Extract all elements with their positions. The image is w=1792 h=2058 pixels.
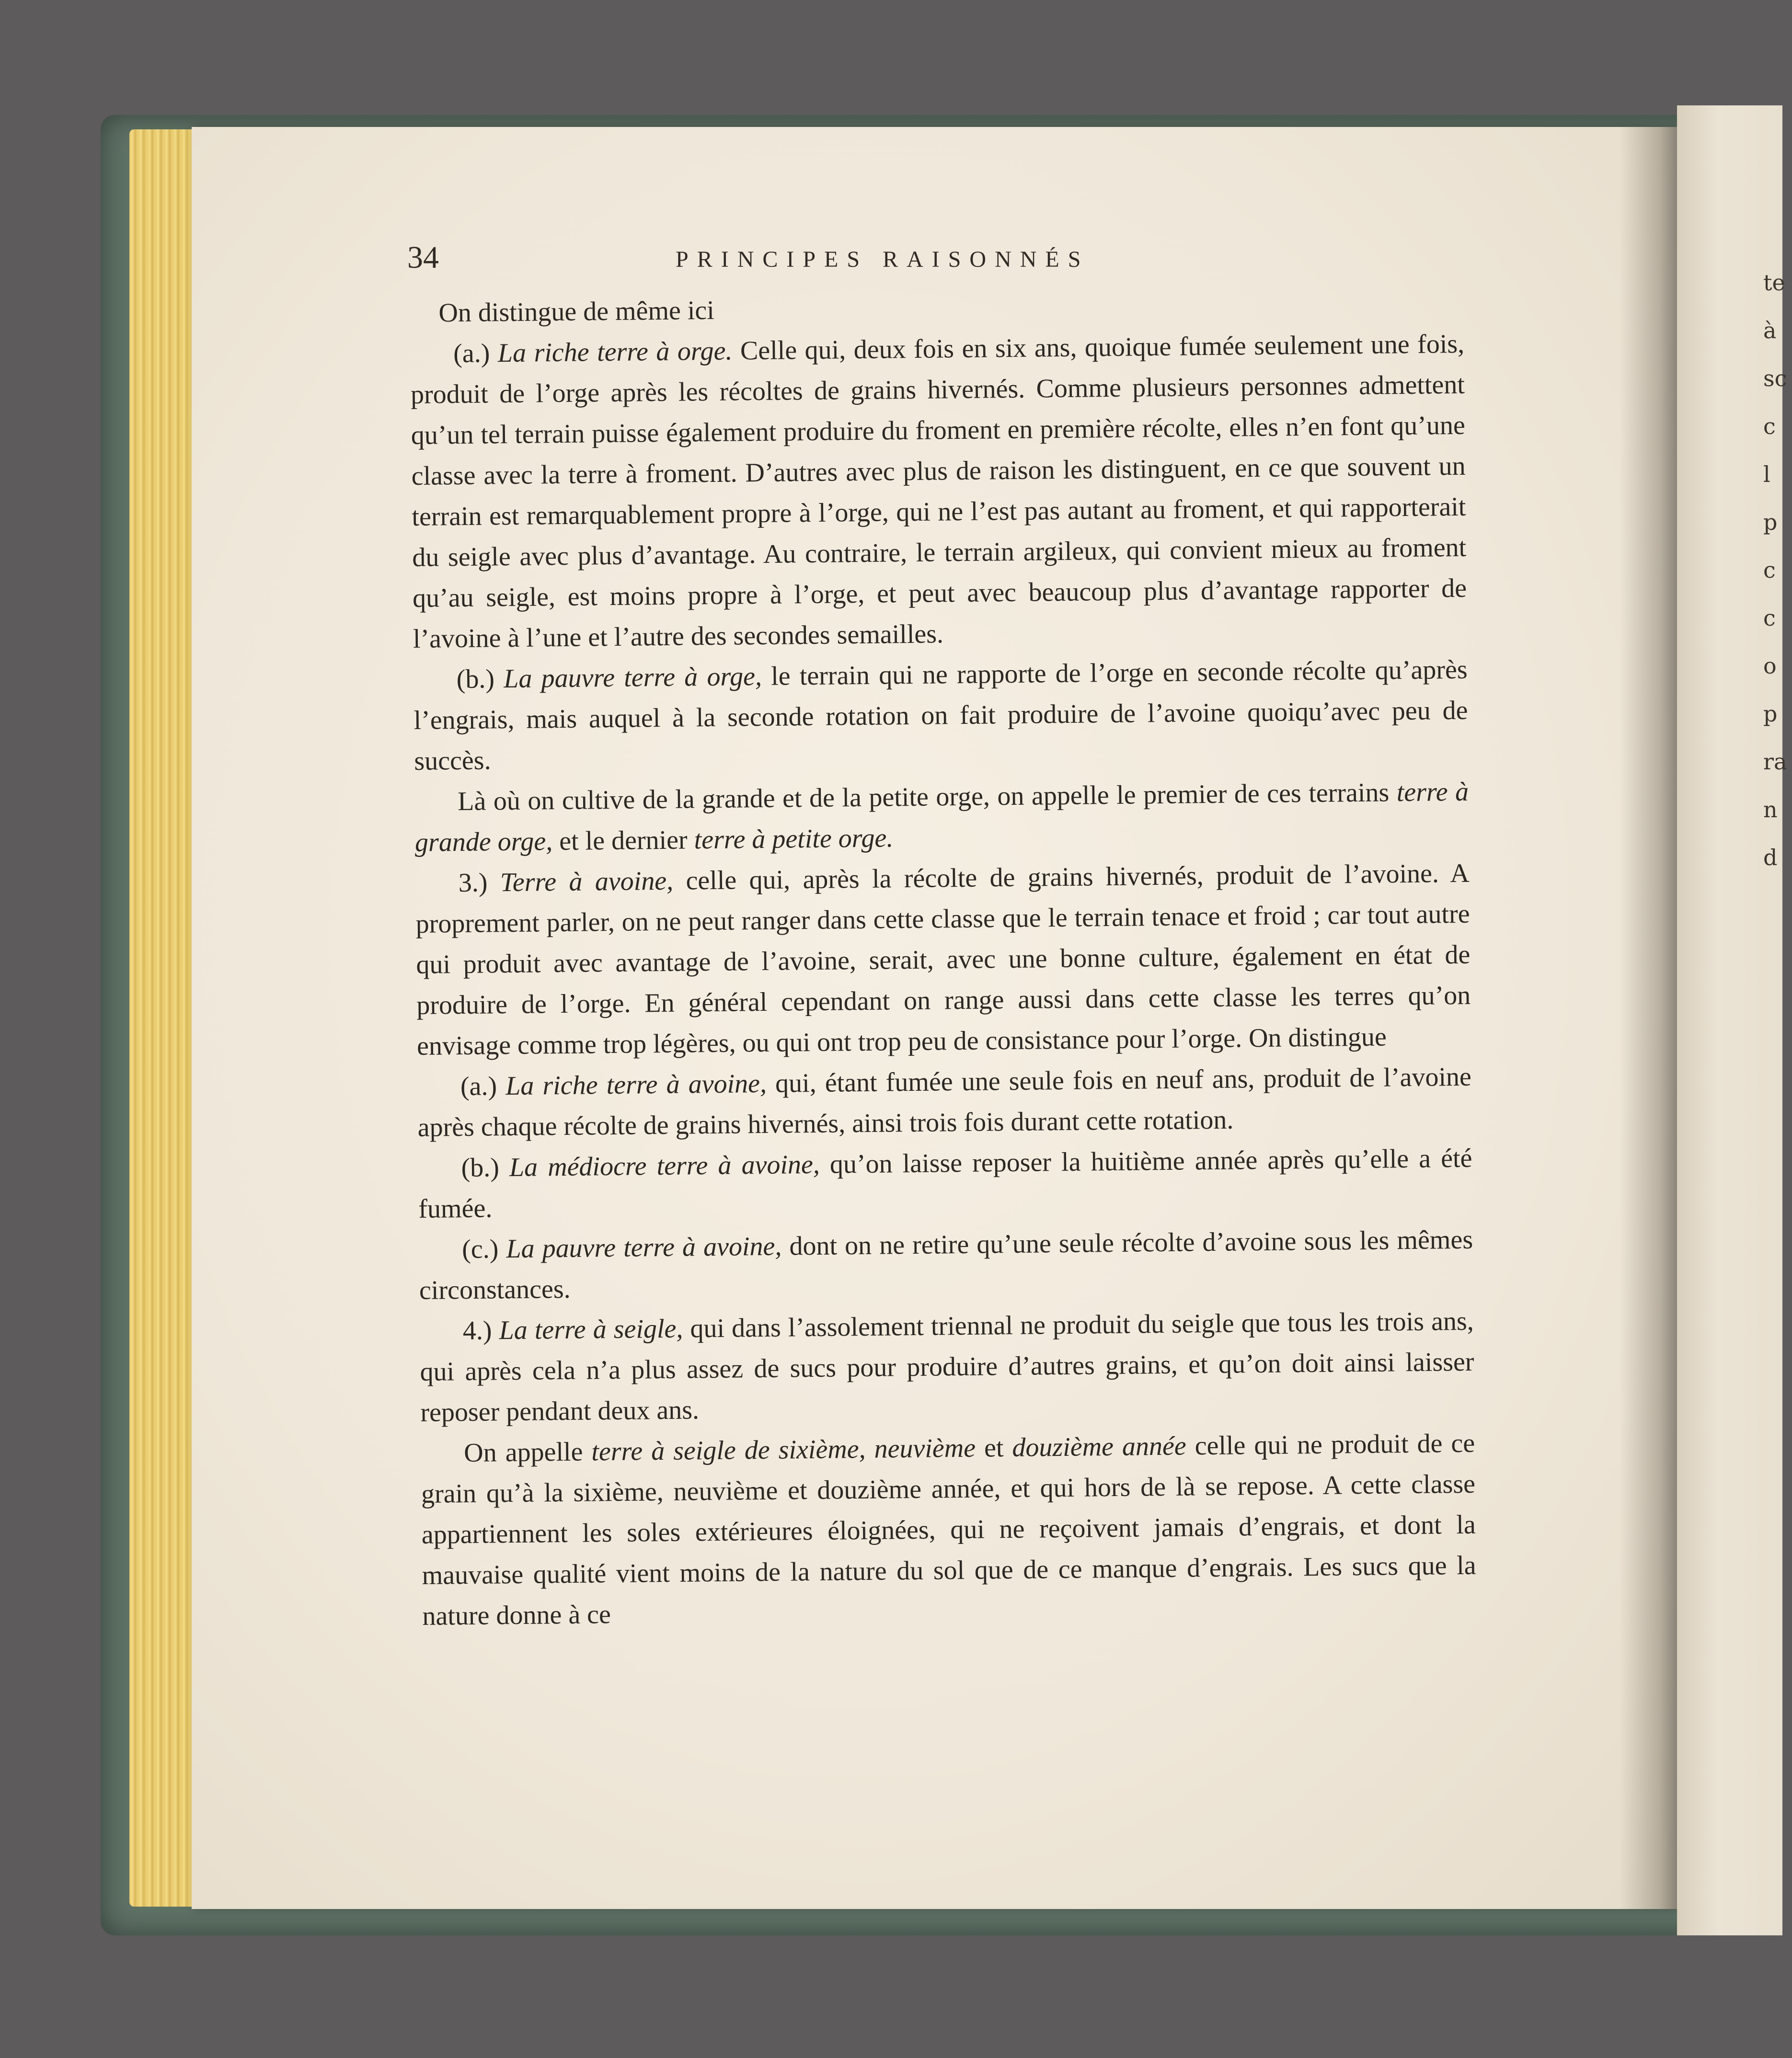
right-page-fragment: n [1763, 797, 1778, 823]
italic-text: La pauvre terre à avoine, [506, 1231, 782, 1264]
right-page-fragment: d [1763, 845, 1778, 870]
paragraph [418, 1138, 1473, 1230]
right-page-fragment: o [1763, 653, 1777, 679]
italic-text: Terre à avoine, [500, 866, 674, 898]
text-segment: dont on ne retire qu’une seule récolte d’avoine sous les mêmes circonstances. [419, 1224, 1473, 1305]
text-segment: le terrain qui ne rapporte de l’orge en seconde récolte qu’après l’engrais, mais auquel à la seconde rotation on fait produire de l’avoine quoiqu’avec peu de succès. [414, 654, 1468, 776]
text-segment: celle qui ne produit de ce grain qu’à la sixième, neuvième et douzième année, et qui hors de là se repose. A cette classe appartiennent les soles extérieures éloignées, qui ne reçoivent jamais d’engrais, et dont la mauvaise qualité vient moins de la nature du sol que de ce manque d’engrais. Les sucs que la nature donne à ce [421, 1428, 1476, 1631]
right-page-fragment: p [1763, 509, 1778, 535]
text-segment: qu’on laisse reposer la huitième année après qu’elle a été fumée. [418, 1143, 1472, 1224]
text-segment: qui dans l’assolement triennal ne produit du seigle que tous les trois ans, qui après cela n’a plus assez de sucs pour produire d’autres grains, et qu’on doit ainsi laisser reposer pendant deux ans. [420, 1306, 1474, 1428]
text-segment: Là où on cultive de la grande et de la petite orge, on appelle le premier de ces terrains [457, 777, 1397, 817]
text-segment: (a.) [460, 1071, 506, 1102]
text-segment: (b.) [461, 1153, 510, 1183]
text-segment: 4.) [462, 1315, 499, 1346]
text-segment: celle qui, après la récolte de grains hivernés, produit de l’avoine. A proprement parler, on ne peut ranger dans cette classe que le terrain tenace et froid ; car tout autre qui produit avec avantage de l’avoine, serait, avec une bonne culture, également en état de produire de l’orge. En général cependant on range aussi dans cette classe les terres qu’on envisage comme trop légères, ou qui ont trop peu de consistance pour l’orge. On distingue [415, 858, 1471, 1061]
italic-text: terre à grande orge, [414, 777, 1469, 858]
right-page-text-fragments [1763, 259, 1792, 881]
right-page-fragment: sc [1763, 366, 1787, 391]
body-text [410, 283, 1477, 1637]
paragraph [419, 1301, 1474, 1433]
italic-text: La riche terre à orge. [497, 336, 733, 368]
page-number: 34 [407, 240, 439, 275]
text-segment: (b.) [456, 664, 504, 695]
paragraph [415, 853, 1471, 1067]
running-head [407, 240, 1653, 278]
paragraph [414, 772, 1470, 863]
italic-text: terre à petite orge. [694, 823, 894, 855]
right-page-fragment: c [1763, 413, 1776, 439]
paragraph [421, 1423, 1477, 1637]
text-segment: On appelle [463, 1437, 592, 1468]
running-title: PRINCIPES RAISONNÉS [676, 247, 1090, 272]
text-segment: On distingue de même ici [438, 295, 715, 328]
text-segment: et [975, 1433, 1012, 1463]
right-page-fragment: ra [1763, 749, 1787, 775]
right-page-fragment: te [1763, 270, 1785, 296]
paragraph [410, 324, 1467, 660]
right-page-fragment: c [1763, 557, 1776, 583]
italic-text: La pauvre terre à orge, [503, 661, 762, 694]
text-segment: qui, étant fumée une seule fois en neuf ans, produit de l’avoine après chaque récolte de grains hivernés, ainsi trois fois durant cette rotation. [417, 1062, 1472, 1143]
right-page-fragment: p [1763, 701, 1778, 727]
italic-text: douzième année [1012, 1431, 1186, 1463]
paragraph [417, 1057, 1472, 1148]
italic-text: terre à seigle de sixième, neuvième [591, 1433, 976, 1467]
text-segment: 3.) [458, 868, 501, 898]
paragraph [413, 650, 1468, 782]
paragraph [419, 1220, 1474, 1311]
text-segment: et le dernier [552, 825, 694, 857]
book-gutter [1620, 127, 1677, 1909]
right-page-fragment: c [1763, 605, 1776, 631]
text-segment: (c.) [461, 1234, 506, 1265]
italic-text: La riche terre à avoine, [505, 1068, 767, 1101]
text-segment: Celle qui, deux fois en six ans, quoique fumée seulement une fois, produit de l’orge après les récoltes de grains hivernés. Comme plusieurs personnes admettent qu’un tel terrain puisse également produire du froment en première récolte, elles n’en font qu’une classe avec la terre à froment. D’autres avec plus de raison les distinguent, en ce que souvent un terrain est remarquablement propre à l’orge, qui ne l’est pas autant au froment, et qui rapporterait du seigle avec plus d’avantage. Au contraire, le terrain argileux, qui convient mieux au froment qu’au seigle, est moins propre à l’orge, et peut avec beaucoup plus d’avantage rapporter de l’avoine à l’une et l’autre des secondes semailles. [410, 329, 1467, 654]
right-page-fragment: à [1763, 318, 1777, 343]
text-segment: (a.) [453, 338, 498, 369]
right-page-fragment: l [1763, 461, 1770, 487]
italic-text: La médiocre terre à avoine, [509, 1149, 820, 1183]
italic-text: La terre à seigle, [499, 1314, 683, 1346]
